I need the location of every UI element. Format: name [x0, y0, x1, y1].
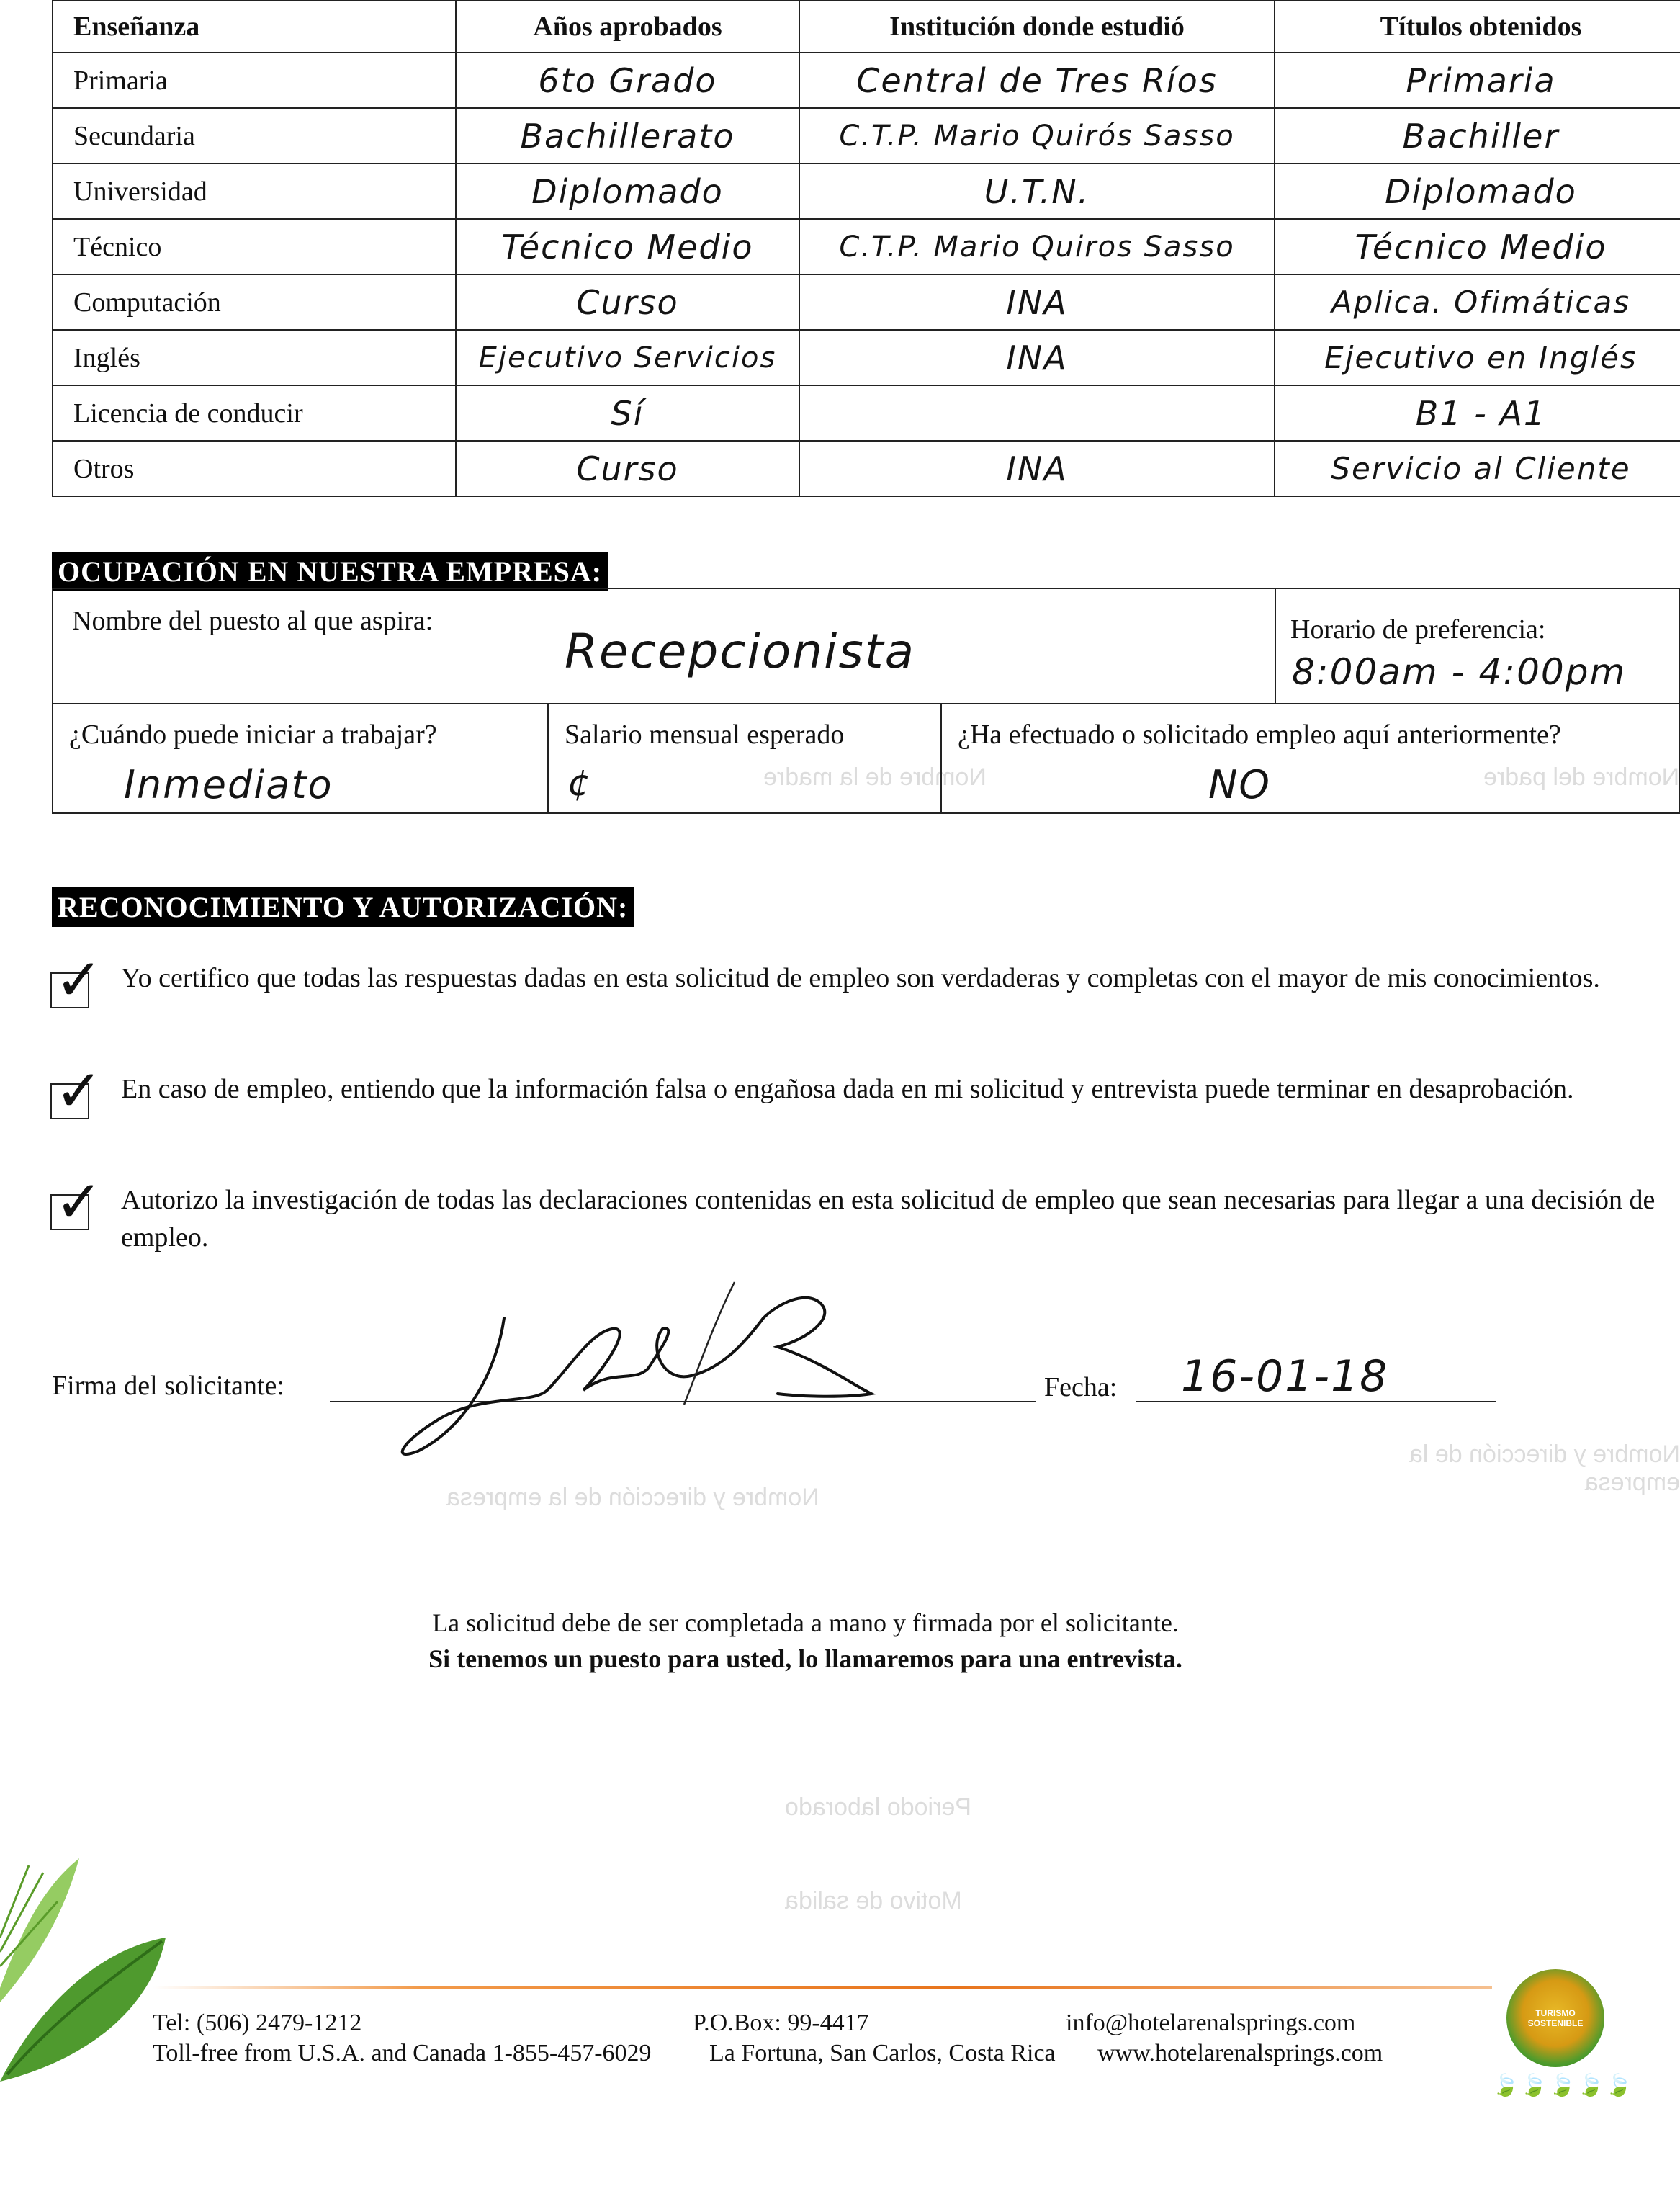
education-header-row	[53, 1, 1680, 53]
previous-value[interactable]: NO	[1208, 762, 1271, 807]
institution-cell: U.T.N.	[799, 163, 1275, 219]
title-cell: Primaria	[1275, 53, 1680, 108]
check-mark-icon: ✓	[55, 1168, 104, 1235]
authorize-text: Autorizo la investigación de todas las declaraciones contenidas en esta solicitud de empleo que sean necesarias para llegar a una decisión de empleo.	[121, 1185, 1656, 1253]
authorize-checkbox[interactable]	[50, 1168, 104, 1235]
ghost-text: Nombre del padre	[1483, 763, 1680, 791]
level-cell: Secundaria	[53, 108, 456, 163]
institution-cell	[799, 385, 1275, 441]
years-cell: Sí	[456, 385, 799, 441]
false-info-checkbox[interactable]	[50, 1057, 104, 1124]
ghost-text: Periodo laborado	[785, 1793, 971, 1821]
footer-pobox: P.O.Box: 99-4417	[693, 2010, 869, 2036]
years-cell: Técnico Medio	[456, 219, 799, 274]
header-title: Títulos obtenidos	[1275, 1, 1680, 53]
header-institution: Institución donde estudió	[799, 1, 1275, 53]
previous-box	[940, 703, 1680, 814]
level-cell: Licencia de conducir	[53, 385, 456, 441]
level-cell: Universidad	[53, 163, 456, 219]
table-row	[53, 163, 1680, 219]
notice-line-1: La solicitud debe de ser completada a mano y firmada por el solicitante.	[432, 1608, 1179, 1637]
title-cell: Aplica. Ofimáticas	[1275, 274, 1680, 330]
table-row	[53, 385, 1680, 441]
table-row	[53, 330, 1680, 385]
title-cell: Ejecutivo en Inglés	[1275, 330, 1680, 385]
salary-box	[547, 703, 942, 814]
salary-value[interactable]: ¢	[567, 762, 592, 804]
title-cell: Técnico Medio	[1275, 219, 1680, 274]
ghost-text: Nombre y dirección de la empresa	[446, 1484, 819, 1511]
certify-checkbox[interactable]	[50, 946, 104, 1013]
institution-cell: C.T.P. Mario Quiros Sasso	[799, 219, 1275, 274]
salary-label: Salario mensual esperado	[565, 720, 845, 750]
ghost-text: Nombre y dirección de la empresa	[1409, 1441, 1680, 1496]
institution-cell: INA	[799, 330, 1275, 385]
check-mark-icon: ✓	[55, 946, 104, 1013]
years-cell: Diplomado	[456, 163, 799, 219]
schedule-label: Horario de preferencia:	[1290, 614, 1546, 645]
title-cell: B1 - A1	[1275, 385, 1680, 441]
false-info-text: En caso de empleo, entiendo que la información falsa o engañosa dada en mi solicitud y entrevista puede terminar en desaprobación.	[121, 1074, 1574, 1104]
years-cell: Curso	[456, 274, 799, 330]
institution-cell: Central de Tres Ríos	[799, 53, 1275, 108]
table-row	[53, 53, 1680, 108]
header-years: Años aprobados	[456, 1, 799, 53]
footer-website[interactable]: www.hotelarenalsprings.com	[1097, 2040, 1383, 2066]
start-label: ¿Cuándo puede iniciar a trabajar?	[69, 720, 437, 750]
palm-leaf-decoration	[0, 1844, 173, 2082]
check-mark-icon: ✓	[55, 1057, 104, 1124]
schedule-box	[1275, 588, 1680, 704]
schedule-value[interactable]: 8:00am - 4:00pm	[1292, 651, 1627, 693]
header-level: Enseñanza	[53, 1, 456, 53]
years-cell: Ejecutivo Servicios	[456, 330, 799, 385]
education-table	[52, 0, 1680, 497]
start-box	[52, 703, 549, 814]
position-label: Nombre del puesto al que aspira:	[72, 606, 434, 636]
occupation-heading: OCUPACIÓN EN NUESTRA EMPRESA:	[52, 552, 608, 591]
footer-tollfree: Toll-free from U.S.A. and Canada 1-855-457-6029	[153, 2040, 652, 2066]
date-value[interactable]: 16-01-18	[1181, 1351, 1389, 1402]
title-cell: Servicio al Cliente	[1275, 441, 1680, 496]
certify-text: Yo certifico que todas las respuestas dadas en esta solicitud de empleo son verdaderas y completas con el mayor de mis conocimientos.	[121, 963, 1600, 993]
sustainability-leaves-icon: 🍃🍃🍃🍃🍃	[1492, 2073, 1634, 2098]
title-cell: Diplomado	[1275, 163, 1680, 219]
table-row	[53, 441, 1680, 496]
footer-email[interactable]: info@hotelarenalsprings.com	[1066, 2010, 1356, 2036]
institution-cell: INA	[799, 274, 1275, 330]
position-box	[52, 588, 1276, 704]
footer-address: La Fortuna, San Carlos, Costa Rica	[709, 2040, 1056, 2066]
badge-text: TURISMO SOSTENIBLE	[1527, 2008, 1584, 2028]
years-cell: 6to Grado	[456, 53, 799, 108]
institution-cell: C.T.P. Mario Quirós Sasso	[799, 108, 1275, 163]
acknowledgement-heading: RECONOCIMIENTO Y AUTORIZACIÓN:	[52, 887, 634, 927]
institution-cell: INA	[799, 441, 1275, 496]
years-cell: Curso	[456, 441, 799, 496]
sustainable-tourism-badge-icon	[1506, 1969, 1604, 2067]
date-label: Fecha:	[1044, 1372, 1118, 1402]
table-row	[53, 219, 1680, 274]
notice-line-2: Si tenemos un puesto para usted, lo llamaremos para una entrevista.	[428, 1644, 1182, 1673]
ghost-text: Nombre de la madre	[763, 763, 987, 791]
title-cell: Bachiller	[1275, 108, 1680, 163]
position-value[interactable]: Recepcionista	[565, 624, 916, 679]
table-row	[53, 274, 1680, 330]
signature-image	[374, 1260, 893, 1469]
table-row	[53, 108, 1680, 163]
footer-tel: Tel: (506) 2479-1212	[153, 2010, 362, 2036]
years-cell: Bachillerato	[456, 108, 799, 163]
previous-label: ¿Ha efectuado o solicitado empleo aquí anteriormente?	[958, 720, 1561, 750]
level-cell: Inglés	[53, 330, 456, 385]
level-cell: Primaria	[53, 53, 456, 108]
footer-divider	[153, 1986, 1492, 1989]
ghost-text: Motivo de salida	[785, 1887, 962, 1914]
signature-label: Firma del solicitante:	[52, 1371, 284, 1401]
start-value[interactable]: Inmediato	[124, 762, 333, 807]
level-cell: Computación	[53, 274, 456, 330]
level-cell: Técnico	[53, 219, 456, 274]
level-cell: Otros	[53, 441, 456, 496]
